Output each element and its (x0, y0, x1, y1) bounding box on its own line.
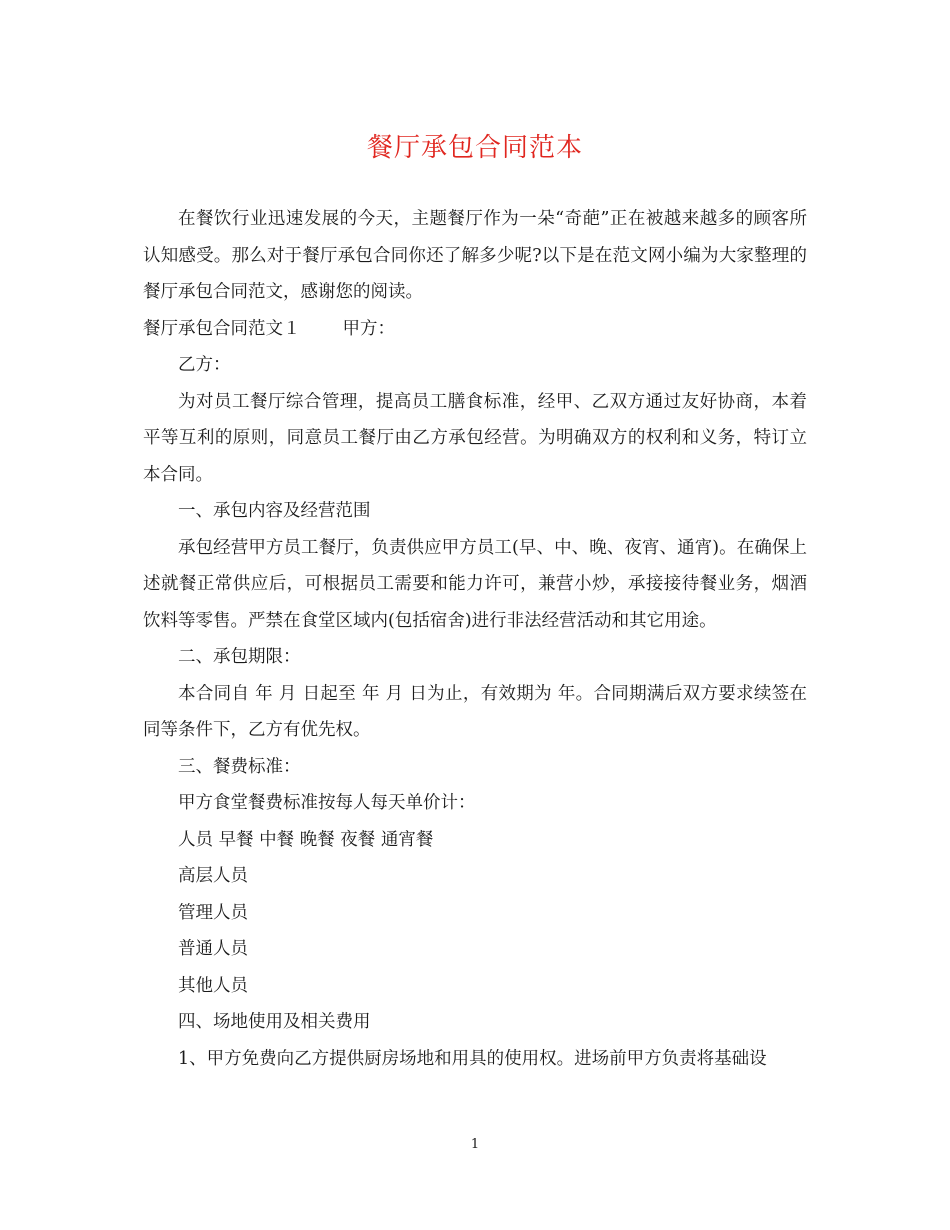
fee-row-senior: 高层人员 (178, 866, 248, 886)
section-heading-venue: 四、场地使用及相关费用 (178, 1012, 371, 1032)
fee-row-regular: 普通人员 (178, 939, 248, 959)
fee-row-management: 管理人员 (178, 902, 248, 923)
page-title: 餐厅承包合同范本 (366, 133, 583, 163)
purpose-paragraph: 为对员工餐厅综合管理，提高员工膳食标准，经甲、乙双方通过友好协商，本着平等互利的原则，同意员工餐厅由乙方承包经营。为明确双方的权利和义务，特订立本合同。 (143, 391, 807, 485)
party-b-label: 乙方： (178, 355, 231, 375)
contract-heading: 餐厅承包合同范文１ (143, 318, 301, 339)
term-paragraph: 本合同自 年 月 日起至 年 月 日为止，有效期为 年。合同期满后双方要求续签在同等条件下，乙方有优先权。 (143, 683, 807, 740)
fee-row-other: 其他人员 (178, 975, 248, 996)
intro-paragraph: 在餐饮行业迅速发展的今天，主题餐厅作为一朵“奇葩”正在被越来越多的顾客所认知感受。那么对于餐厅承包合同你还了解多少呢?以下是在范文网小编为大家整理的餐厅承包合同范文，感谢您的阅读。 (143, 209, 807, 302)
section-heading-scope: 一、承包内容及经营范围 (178, 501, 371, 521)
document-body (143, 201, 807, 1077)
page-number: 1 (470, 1137, 480, 1152)
fee-table-header: 人员 早餐 中餐 晚餐 夜餐 通宵餐 (178, 829, 434, 850)
section-heading-term: 二、承包期限： (178, 647, 301, 667)
venue-clause-1: 1、甲方免费向乙方提供厨房场地和用具的使用权。进场前甲方负责将基础设 (178, 1048, 767, 1069)
section-heading-fees: 三、餐费标准： (178, 756, 301, 777)
party-a-label: 甲方： (342, 318, 395, 339)
contract-heading-line (143, 311, 807, 348)
scope-paragraph: 承包经营甲方员工餐厅，负责供应甲方员工(早、中、晚、夜宵、通宵)。在确保上述就餐正常供应后，可根据员工需要和能力许可，兼营小炒，承接接待餐业务，烟酒饮料等零售。严禁在食堂区域内(包括宿舍)进行非法经营活动和其它用途。 (143, 537, 807, 631)
fees-intro: 甲方食堂餐费标准按每人每天单价计： (178, 793, 476, 813)
